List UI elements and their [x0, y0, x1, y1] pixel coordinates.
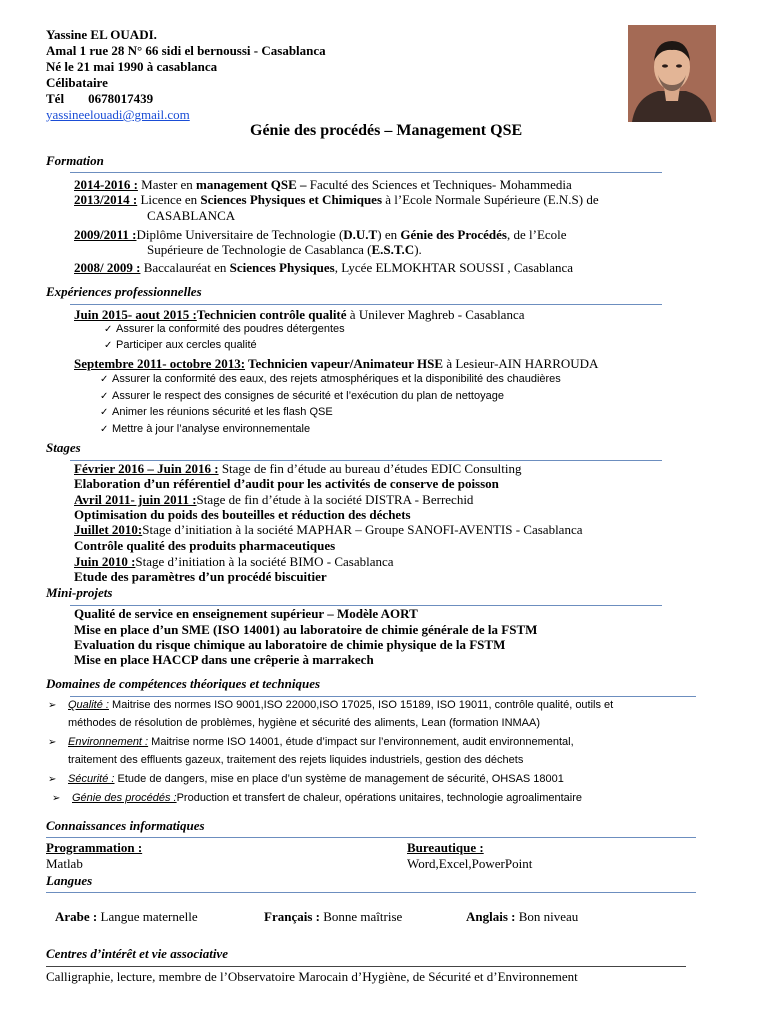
competence-item: ➢ Environnement : Maitrise norme ISO 14001, étude d’impact sur l’environnement, audit environnemental, — [48, 736, 574, 748]
competence-item: ➢ Génie des procédés :Production et transfert de chaleur, opérations unitaires, technologie agroalimentaire — [52, 792, 582, 804]
stage-subject: Contrôle qualité des produits pharmaceutiques — [74, 538, 336, 553]
office-label: Bureautique : — [407, 840, 484, 855]
arrow-bullet-icon: ➢ — [48, 774, 57, 785]
section-formation-heading: Formation — [46, 153, 104, 168]
formation-row: 2014-2016 : Master en management QSE – Faculté des Sciences et Techniques- Mohammedia — [74, 177, 572, 192]
office-value: Word,Excel,PowerPoint — [407, 856, 533, 871]
section-miniprojets-heading: Mini-projets — [46, 585, 113, 600]
language-item: Anglais : Bon niveau — [466, 909, 579, 924]
language-item: Arabe : Langue maternelle — [55, 909, 198, 924]
competence-item: ➢ Sécurité : Etude de dangers, mise en place d’un système de management de sécurité, OHSAS 18001 — [48, 773, 564, 785]
stage-entry: Juin 2010 :Stage d’initiation à la société BIMO - Casablanca — [74, 554, 394, 569]
section-interets-heading: Centres d’intérêt et vie associative — [46, 946, 228, 961]
formation-row: 2009/2011 :Diplôme Universitaire de Technologie (D.U.T) en Génie des Procédés, de l’Ecole — [74, 227, 567, 242]
miniprojet-item: Qualité de service en enseignement supérieur – Modèle AORT — [74, 606, 418, 621]
profile-photo — [628, 25, 716, 122]
section-competences-heading: Domaines de compétences théoriques et techniques — [46, 676, 321, 691]
section-divider — [46, 837, 696, 838]
programming-value: Matlab — [46, 856, 83, 871]
section-experience-heading: Expériences professionnelles — [46, 284, 202, 299]
check-icon: ✓ — [100, 391, 109, 402]
miniprojet-item: Mise en place HACCP dans une crêperie à marrakech — [74, 652, 374, 667]
check-icon: ✓ — [100, 407, 109, 418]
check-icon: ✓ — [104, 324, 113, 335]
phone-number: 0678017439 — [88, 91, 154, 106]
address: Amal 1 rue 28 N° 66 sidi el bernoussi - Casablanca — [46, 43, 326, 58]
job-task: ✓ Participer aux cercles qualité — [104, 339, 257, 351]
formation-row-continuation: Supérieure de Technologie de Casablanca (E.S.T.C). — [147, 242, 422, 257]
job-task: ✓ Assurer la conformité des eaux, des rejets atmosphériques et la disponibilité des chaudières — [100, 373, 561, 385]
competence-item: ➢ Qualité : Maitrise des normes ISO 9001,ISO 22000,ISO 17025, ISO 15189, ISO 19011, contrôle qualité, outils et — [48, 699, 614, 711]
email-link[interactable]: yassineelouadi@gmail.com — [46, 107, 190, 122]
birth-info: Né le 21 mai 1990 à casablanca — [46, 59, 218, 74]
competence-item-continuation: méthodes de résolution de problèmes, hygiène et sécurité des aliments, Lean (formation INMAA) — [68, 717, 541, 729]
check-icon: ✓ — [104, 340, 113, 351]
formation-row: 2008/ 2009 : Baccalauréat en Sciences Physiques, Lycée ELMOKHTAR SOUSSI , Casablanca — [74, 260, 574, 275]
cv-title: Génie des procédés – Management QSE — [250, 122, 523, 139]
job-entry: Juin 2015- aout 2015 :Technicien contrôle qualité à Unilever Maghreb - Casablanca — [74, 307, 525, 322]
job-entry: Septembre 2011- octobre 2013: Technicien vapeur/Animateur HSE à Lesieur-AIN HARROUDA — [74, 356, 599, 371]
section-divider — [46, 966, 686, 967]
arrow-bullet-icon: ➢ — [48, 737, 57, 748]
stage-entry: Février 2016 – Juin 2016 : Stage de fin d’étude au bureau d’études EDIC Consulting — [74, 461, 522, 476]
arrow-bullet-icon: ➢ — [48, 700, 57, 711]
job-task: ✓ Assurer le respect des consignes de sécurité et l’exécution du plan de nettoyage — [100, 390, 504, 402]
section-divider — [70, 304, 662, 305]
candidate-name: Yassine EL OUADI. — [46, 27, 157, 42]
check-icon: ✓ — [100, 424, 109, 435]
language-item: Français : Bonne maîtrise — [264, 909, 403, 924]
programming-label: Programmation : — [46, 840, 143, 855]
section-langues-heading: Langues — [46, 873, 93, 888]
section-informatique-heading: Connaissances informatiques — [46, 818, 205, 833]
miniprojet-item: Evaluation du risque chimique au laboratoire de chimie physique de la FSTM — [74, 637, 506, 652]
arrow-bullet-icon: ➢ — [52, 793, 61, 804]
stage-subject: Elaboration d’un référentiel d’audit pour les activités de conserve de poisson — [74, 476, 499, 491]
stage-entry: Juillet 2010:Stage d’initiation à la société MAPHAR – Groupe SANOFI-AVENTIS - Casablanca — [74, 522, 583, 537]
section-stages-heading: Stages — [46, 440, 81, 455]
formation-row-continuation: CASABLANCA — [147, 208, 236, 223]
section-divider — [46, 892, 696, 893]
profile-photo-portrait — [628, 25, 716, 122]
job-task: ✓ Mettre à jour l’analyse environnementale — [100, 423, 311, 435]
job-task: ✓ Assurer la conformité des poudres détergentes — [104, 323, 345, 335]
marital-status: Célibataire — [46, 75, 108, 90]
phone-label: Tél — [46, 91, 65, 106]
formation-row: 2013/2014 : Licence en Sciences Physiques et Chimiques à l’Ecole Normale Supérieure (E.N.S) de — [74, 192, 599, 207]
check-icon: ✓ — [100, 374, 109, 385]
phone-line — [46, 91, 153, 107]
section-divider — [70, 172, 662, 173]
email-line — [46, 107, 190, 123]
section-divider — [70, 696, 696, 697]
stage-entry: Avril 2011- juin 2011 :Stage de fin d’étude à la société DISTRA - Berrechid — [74, 492, 474, 507]
interests-text: Calligraphie, lecture, membre de l’Observatoire Marocain d’Hygiène, de Sécurité et d’Environnement — [46, 969, 578, 984]
job-task: ✓ Animer les réunions sécurité et les flash QSE — [100, 406, 333, 418]
stage-subject: Etude des paramètres d’un procédé biscuitier — [74, 569, 327, 584]
competence-item-continuation: traitement des effluents gazeux, traitement des rejets liquides industriels, gestion des déchets — [68, 754, 524, 766]
miniprojet-item: Mise en place d’un SME (ISO 14001) au laboratoire de chimie générale de la FSTM — [74, 622, 538, 637]
stage-subject: Optimisation du poids des bouteilles et réduction des déchets — [74, 507, 411, 522]
